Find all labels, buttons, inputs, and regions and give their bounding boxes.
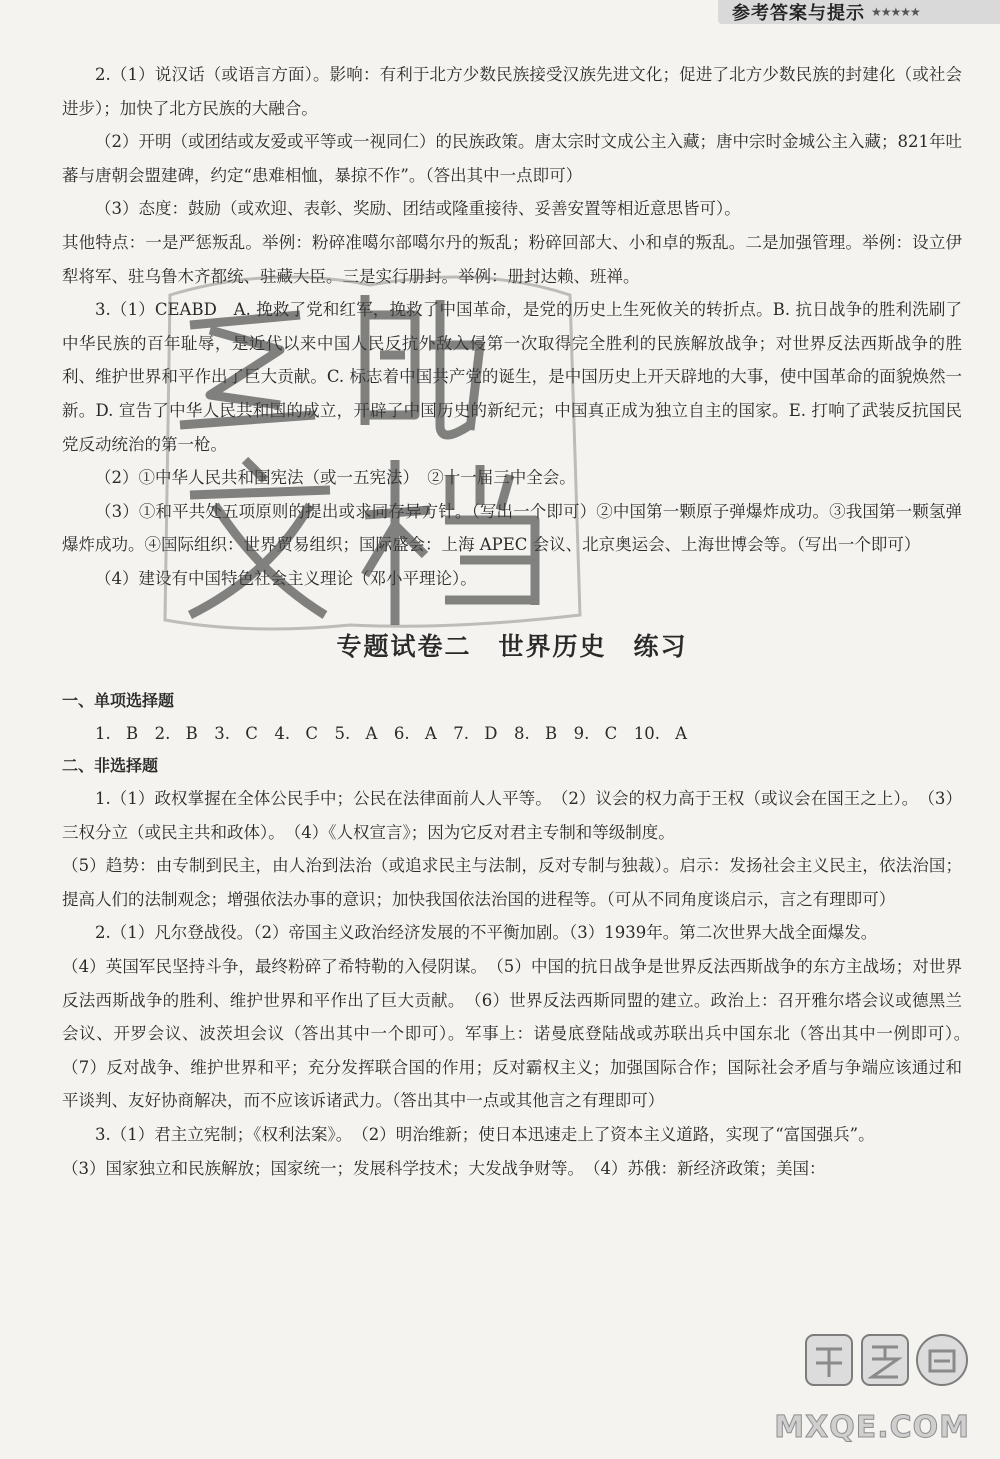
part1-heading: 一、单项选择题 <box>62 690 175 710</box>
answer-q2-3: （3）态度：鼓励（或欢迎、表彰、奖励、团结或隆重接待、妥善安置等相近意思皆可）。 <box>95 199 741 219</box>
part2-heading: 二、非选择题 <box>62 756 159 776</box>
section-title: 专题试卷二 世界历史 练习 <box>336 631 688 661</box>
rating-stars-icon: ★★★★★ <box>871 5 920 19</box>
answer-q3-3: （3）①和平共处五项原则的提出或求同存异方针。（写出一个即可）②中国第一颗原子弹爆炸成功。③我国第一颗氢弹爆炸成功。④国际组织：世界贸易组织；国际盛会：上海 APEC 会议、北京奥运会、上海世博会等。（写出一个即可） <box>62 501 962 555</box>
answer-q3-2: （2）①中华人民共和国宪法（或一五宪法） ②十一届三中全会。 <box>95 468 576 488</box>
answer-q3-4: （4）建设有中国特色社会主义理论（邓小平理论）。 <box>95 568 477 588</box>
answer-q2-3-other: 其他特点：一是严惩叛乱。举例：粉碎准噶尔部噶尔丹的叛乱；粉碎回部大、小和卓的叛乱。二是加强管理。举例：设立伊犁将军、驻乌鲁木齐都统、驻藏大臣。三是实行册封。举例：册封达赖、班禅。 <box>62 232 962 286</box>
answer-content <box>62 58 979 1185</box>
corner-url: MXQE.COM <box>774 1410 970 1445</box>
page-header-tab <box>718 0 1000 24</box>
answer-world-q1-5: （5）趋势：由专制到民主，由人治到法治（或追求民主与法制，反对专制与独裁）。启示：发扬社会主义民主，依法治国；提高人们的法制观念；增强依法办事的意识；加快我国依法治国的进程等。（可从不同角度谈启示，言之有理即可） <box>62 856 962 909</box>
corner-logo-icon <box>802 1329 972 1391</box>
mcq-answers: 1. B 2. B 3. C 4. C 5. A 6. A 7. D 8. B 9. C 10. A <box>95 723 688 743</box>
answer-world-q1: 1.（1）政权掌握在全体公民手中；公民在法律面前人人平等。 （2）议会的权力高于王权（或议会在国王之上）。 （3）三权分立（或民主共和政体）。 （4）《人权宣言》；因为它反对君主专制和等级制度。 <box>62 789 962 842</box>
answer-world-q3-3: （3）国家独立和民族解放；国家统一；发展科学技术；大发战争财等。 （4）苏俄：新经济政策；美国： <box>62 1158 826 1178</box>
answer-q2-1: 2.（1）说汉话（或语言方面）。影响：有利于北方少数民族接受汉族先进文化；促进了北方少数民族的封建化（或社会进步）；加快了北方民族的大融合。 <box>62 65 962 118</box>
answer-world-q2-4: （4）英国军民坚持斗争，最终粉碎了希特勒的入侵阴谋。 （5）中国的抗日战争是世界反法西斯战争的东方主战场；对世界反法西斯战争的胜利、维护世界和平作出了巨大贡献。 （6）世界反法西斯同盟的建立。政治上：召开雅尔塔会议或德黑兰会议、开罗会议、波茨坦会议（答出其中一个即可）。军事上：诺曼底登陆战或苏联出兵中国东北（答出其中一例即可）。 （7）反对战争、维护世界和平；充分发挥联合国的作用；反对霸权主义；加强国际合作；国际社会矛盾与争端应该通过和平谈判、友好协商解决，而不应该诉诸武力。（答出其中一点或其他言之有理即可） <box>62 957 979 1111</box>
header-title: 参考答案与提示 <box>732 3 865 24</box>
answer-world-q2: 2.（1）凡尔登战役。（2）帝国主义政治经济发展的不平衡加剧。（3）1939年。第二次世界大战全面爆发。 <box>95 923 878 943</box>
answer-q3-1: 3.（1）CEABD A. 挽救了党和红军，挽救了中国革命，是党的历史上生死攸关的转折点。B. 抗日战争的胜利洗刷了中华民族的百年耻辱，是近代以来中国人民反抗外敌入侵第一次取得完全胜利的民族解放战争；对世界反法西斯战争的胜利、维护世界和平作出了巨大贡献。C. 标志着中国共产党的诞生，是中国历史上开天辟地的大事，使中国革命的面貌焕然一新。D. 宣告了中华人民共和国的成立，开辟了中国历史的新纪元；中国真正成为独立自主的国家。E. 打响了武装反抗国民党反动统治的第一枪。 <box>62 300 962 454</box>
answer-q2-2: （2）开明（或团结或友爱或平等或一视同仁）的民族政策。唐太宗时文成公主入藏；唐中宗时金城公主入藏；821年吐蕃与唐朝会盟建碑，约定“患难相恤，暴掠不作”。（答出其中一点即可） <box>62 132 962 185</box>
answer-world-q3: 3.（1）君主立宪制；《权利法案》。 （2）明治维新；使日本迅速走上了资本主义道路，实现了“富国强兵”。 <box>95 1125 875 1145</box>
